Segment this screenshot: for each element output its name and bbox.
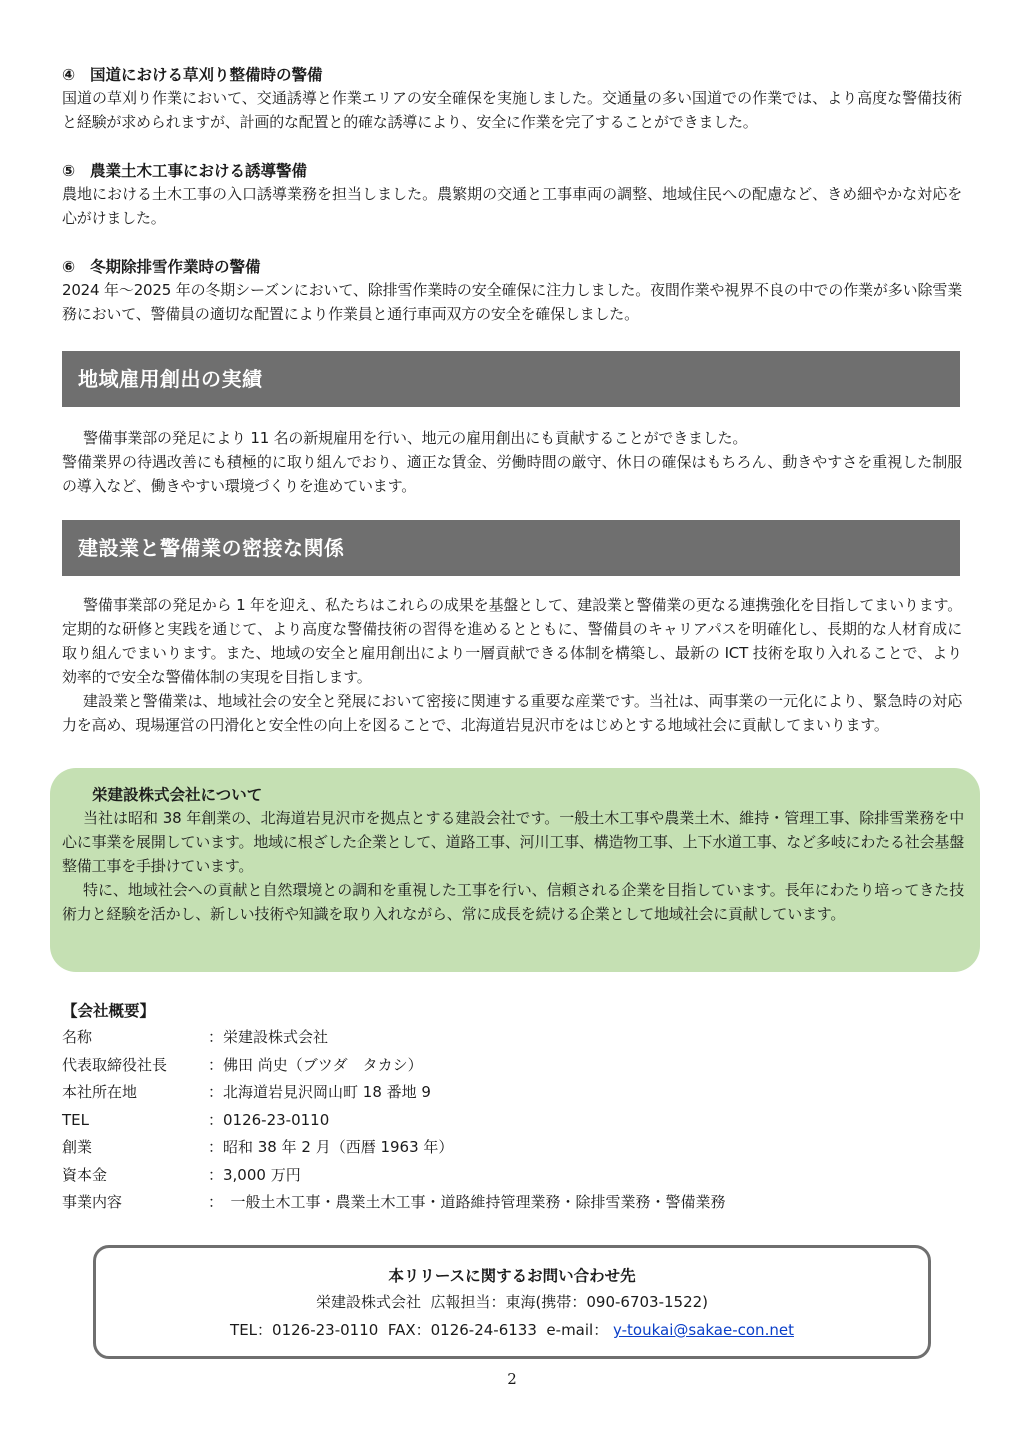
overview-key: 本社所在地 [62, 1083, 138, 1101]
section-national-road-mowing [62, 64, 962, 134]
overview-value: ：0126-23-0110 [208, 1110, 330, 1129]
section-number: ④ [62, 66, 76, 84]
employment-body [62, 426, 962, 498]
overview-row [62, 1079, 822, 1107]
overview-row [62, 1134, 822, 1162]
employment-paragraph: 警備業界の待遇改善にも積極的に取り組んでおり、適正な賃金、労働時間の厳守、休日の確保はもちろん、動きやすさを重視した制服の導入など、働きやすい環境づくりを進めています。 [62, 453, 962, 495]
relation-body [62, 593, 962, 737]
section-body: 国道の草刈り作業において、交通誘導と作業エリアの安全確保を実施しました。交通量の多い国道での作業では、より高度な警備技術と経験が求められますが、計画的な配置と的確な誘導により、安全に作業を完了することができました。 [62, 89, 962, 131]
contact-heading: 本リリースに関するお問い合わせ先 [388, 1267, 636, 1285]
section-body: 農地における土木工事の入口誘導業務を担当しました。農繁期の交通と工事車両の調整、地域住民への配慮など、きめ細やかな対応を心がけました。 [62, 185, 962, 227]
overview-value: ：佛田 尚史（ブツダ タカシ） [208, 1055, 423, 1074]
overview-value: ：北海道岩見沢岡山町 18 番地 9 [208, 1083, 431, 1101]
section-title: 冬期除排雪作業時の警備 [90, 258, 261, 276]
employment-heading-band: 地域雇用創出の実績 [62, 351, 960, 407]
page-number: 2 [507, 1370, 517, 1388]
section-heading [62, 256, 962, 278]
employment-paragraph: 警備事業部の発足により 11 名の新規雇用を行い、地元の雇用創出にも貢献することができました。 [83, 429, 748, 447]
overview-row [62, 1052, 822, 1080]
contact-line-company: 栄建設株式会社 広報担当：東海(携帯：090-6703-1522) [315, 1293, 709, 1311]
email-link[interactable]: y-toukai@sakae-con.net [613, 1321, 794, 1339]
overview-row [62, 1107, 822, 1135]
overview-key: 創業 [62, 1138, 93, 1156]
section-number: ⑥ [62, 258, 76, 276]
overview-row [62, 1162, 822, 1190]
overview-value: ： 一般土木工事・農業土木工事・道路維持管理業務・除排雪業務・警備業務 [208, 1193, 726, 1211]
overview-key: 事業内容 [62, 1193, 123, 1211]
about-heading: 栄建設株式会社について [92, 786, 263, 804]
overview-value: ：栄建設株式会社 [208, 1028, 329, 1046]
section-body: 2024 年～2025 年の冬期シーズンにおいて、除排雪作業時の安全確保に注力しました。夜間作業や視界不良の中での作業が多い除雪業務において、警備員の適切な配置により作業員と通行車両双方の安全を確保しました。 [62, 281, 962, 323]
contact-phone-fax: TEL：0126-23-0110 FAX：0126-24-6133 e-mail： [230, 1321, 609, 1339]
section-heading [62, 160, 962, 182]
section-heading [62, 64, 962, 86]
about-company-box [50, 768, 980, 972]
section-number: ⑤ [62, 162, 76, 180]
section-title: 国道における草刈り整備時の警備 [90, 66, 323, 84]
about-paragraph: 特に、地域社会への貢献と自然環境との調和を重視した工事を行い、信頼される企業を目指しています。長年にわたり培ってきた技術力と経験を活かし、新しい技術や知識を取り入れながら、常に成長を続ける企業として地域社会に貢献しています。 [62, 881, 964, 923]
overview-value: ：3,000 万円 [208, 1165, 301, 1184]
relation-heading-band: 建設業と警備業の密接な関係 [62, 520, 960, 576]
contact-box [93, 1245, 931, 1359]
overview-row [62, 1189, 822, 1217]
section-title: 農業土木工事における誘導警備 [90, 162, 308, 180]
about-paragraph: 当社は昭和 38 年創業の、北海道岩見沢市を拠点とする建設会社です。一般土木工事や農業土木、維持・管理工事、除排雪業務を中心に事業を展開しています。地域に根ざした企業として、道路工事、河川工事、構造物工事、上下水道工事、など多岐にわたる社会基盤整備工事を手掛けています。 [62, 809, 964, 875]
overview-key: 資本金 [62, 1165, 108, 1184]
overview-key: 代表取締役社長 [62, 1055, 168, 1074]
section-agricultural-civil-works [62, 160, 962, 230]
relation-paragraph: 建設業と警備業は、地域社会の安全と発展において密接に関連する重要な産業です。当社は、両事業の一元化により、緊急時の対応力を高め、現場運営の円滑化と安全性の向上を図ることで、北海道岩見沢市をはじめとする地域社会に貢献してまいります。 [62, 692, 962, 734]
company-overview [62, 1000, 822, 1217]
overview-key: 名称 [62, 1028, 93, 1046]
relation-paragraph: 警備事業部の発足から 1 年を迎え、私たちはこれらの成果を基盤として、建設業と警備業の更なる連携強化を目指してまいります。定期的な研修と実践を通じて、より高度な警備技術の習得を進めるとともに、警備員のキャリアパスを明確化し、長期的な人材育成に取り組んでまいります。また、地域の安全と雇用創出により一層貢献できる体制を構築し、最新の ICT 技術を取り入れることで、より効率的で安全な警備体制の実現を目指します。 [62, 596, 962, 686]
overview-value: ：昭和 38 年 2 月（西暦 1963 年） [208, 1138, 454, 1156]
section-winter-snow-removal [62, 256, 962, 326]
overview-row [62, 1024, 822, 1052]
overview-heading: 【会社概要】 [62, 1002, 156, 1020]
contact-line-phone [96, 1316, 928, 1344]
overview-key: TEL [62, 1110, 89, 1129]
